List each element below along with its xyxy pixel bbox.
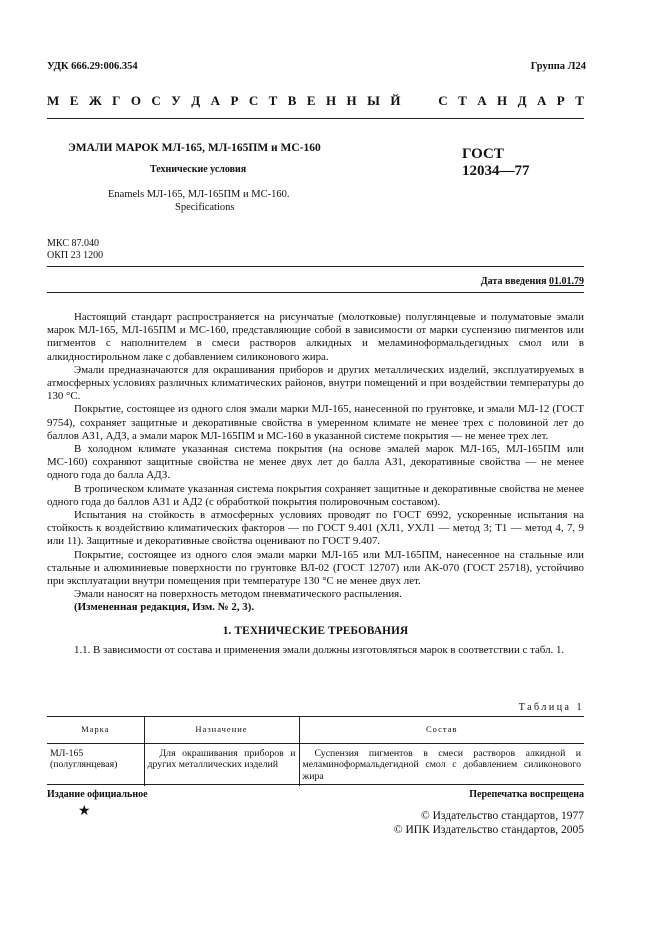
table-cell-purpose: Для окрашивания приборов и других металлических изделий [144,743,299,786]
copyright-1977: © Издательство стандартов, 1977 [420,810,584,822]
heading-letter: Т [268,93,278,108]
paragraph: Испытания на стойкость в атмосферных условиях проводят по ГОСТ 6992, ускоренные испытания на стойкость к воздействию климатических факторов — по ГОСТ 9.401 (ХЛ1, УХЛ1 — метод 3; Т1 — метод 4, 7, 9 или 11). Защитные и декоративные свойства оценивают по ГОСТ 9.407. [47,509,584,548]
heading-letter: А [210,93,220,108]
header-rule [47,118,584,119]
table-caption: Таблица 1 [518,702,584,713]
paragraph: Эмали предназначаются для окрашивания приборов и других металлических изделий, эксплуатируемых в атмосферных условиях различных климатических районов, внутри помещений и при воздействии температуры до 130 °С. [47,363,584,403]
heading-letter: М [47,93,60,108]
heading-letter: У [171,93,181,108]
footer-rule [47,784,584,785]
table-header-grade: Марка [47,717,144,744]
heading-letter: Д [517,93,527,108]
heading-letter: С [151,93,161,108]
udk-code: УДК 666.29:006.354 [47,61,138,72]
codes-rule [47,266,584,267]
paragraph: Настоящий стандарт распространяется на рисунчатые (молотковые) полуглянцевые и полуматовые эмали марок МЛ-165, МЛ-165ПМ и МС-160, представляющие собой в зависимости от марки суспензию пигментов или пигментов с наполнителем в смеси растворов алкидных и меламиноформальдегидных смол или в алкидностирольном лаке с добавлением силиконового жира. [47,311,584,363]
heading-letter: Н [497,93,508,108]
table-cell-grade: МЛ-165 (полуглянцевая) [50,747,118,770]
heading-letter [425,93,428,109]
heading-letter: Н [325,93,337,108]
table-row [47,743,584,786]
star-icon: ★ [78,804,91,819]
paragraph: Покрытие, состоящее из одного слоя эмали марки МЛ-165 или МЛ-165ПМ, нанесенное на стальные или стальные и алюминиевые поверхности по грунтовке ВЛ-02 (ГОСТ 12707) или АК-070 (ГОСТ 25718), устойчиво при эксплуатации внутри помещения при температуре 130 °С не менее двух лет. [47,548,584,588]
heading-letter: О [130,93,141,108]
introduction-date [481,276,584,287]
heading-letter: А [536,93,547,108]
heading-letter: Р [230,93,239,108]
gost-label: ГОСТ [462,146,504,162]
heading-letter: А [477,93,487,108]
table-header-purpose: Назначение [144,717,299,744]
gost-number: 12034—77 [462,163,530,179]
document-subtitle: Технические условия [150,164,247,175]
revision-note: (Измененная редакция, Изм. № 2, 3). [74,601,255,614]
mks-code: МКС 87.040 [47,238,99,249]
paragraph: В тропическом климате указанная система покрытия сохраняет защитные и декоративные свойства не менее одного года до баллов АЗ1 и АД2 (с обработкой покрытия полировочным составом). [47,482,584,508]
english-subtitle: Specifications [175,202,235,213]
table-cell-composition: Суспензия пигментов в смеси растворов алкидной и меламиноформальдегидной смол с добавлением силиконового жира [299,743,584,786]
heading-letter: С [438,93,448,108]
classification-codes [47,238,103,262]
heading-letter: Ж [88,93,102,108]
heading-letter: Ы [367,93,380,108]
grades-table [47,716,584,786]
paragraph: Эмали наносят на поверхность методом пневматического распыления. [74,588,402,601]
paragraph: В холодном климате указанная система покрытия (на основе эмалей марок МЛ-165, МЛ-165ПМ или МС-160) сохраняют защитные свойства не менее двух лет до балла АЗ1, декоративные свойства — не менее одного года до балла АДЗ. [47,443,584,482]
heading-letter: Т [458,93,467,108]
copyright-2005: © ИПК Издательство стандартов, 2005 [393,824,584,836]
heading-letter: Р [556,93,565,108]
date-rule [47,292,584,293]
gost-designation [462,146,530,180]
heading-letter: Е [306,93,316,108]
standard-type-heading [47,93,584,109]
heading-letter: Т [575,93,584,108]
okp-code: ОКП 23 1200 [47,250,104,261]
heading-letter: В [287,93,297,108]
heading-letter: Й [390,93,401,108]
reprint-prohibited: Перепечатка воспрещена [469,789,584,800]
heading-letter: Д [191,93,201,108]
heading-letter: С [248,93,259,108]
paragraph: 1.1. В зависимости от состава и применения эмали должны изготовляться марок в соответствии с табл. 1. [74,643,565,656]
paragraph: Покрытие, состоящее из одного слоя эмали марки МЛ-165, нанесенной по грунтовке, и эмали МЛ-12 (ГОСТ 9754), сохраняет защитные и декоративные свойства в умеренном климате не менее трех с половиной лет до баллов АЗ1, АДЗ, а эмали марок МЛ-165ПМ и МС-160 в указанной системе покрытия — не менее трех лет. [47,403,584,442]
section-title: 1. ТЕХНИЧЕСКИЕ ТРЕБОВАНИЯ [222,624,409,637]
heading-letter: Г [112,93,121,108]
official-edition: Издание официальное [47,789,148,800]
heading-letter: Е [69,93,79,108]
group-code: Группа Л24 [530,61,586,72]
heading-letter: Н [346,93,357,108]
introduction-date-value: 01.01.79 [549,276,584,287]
introduction-date-label: Дата введения [480,276,547,287]
table-header-composition: Состав [299,717,584,744]
document-title: ЭМАЛИ МАРОК МЛ-165, МЛ-165ПМ и МС-160 [68,142,321,154]
heading-letter [411,93,414,109]
document-body [47,311,584,657]
english-title: Enamels МЛ-165, МЛ-165ПМ и МС-160. [108,189,290,200]
